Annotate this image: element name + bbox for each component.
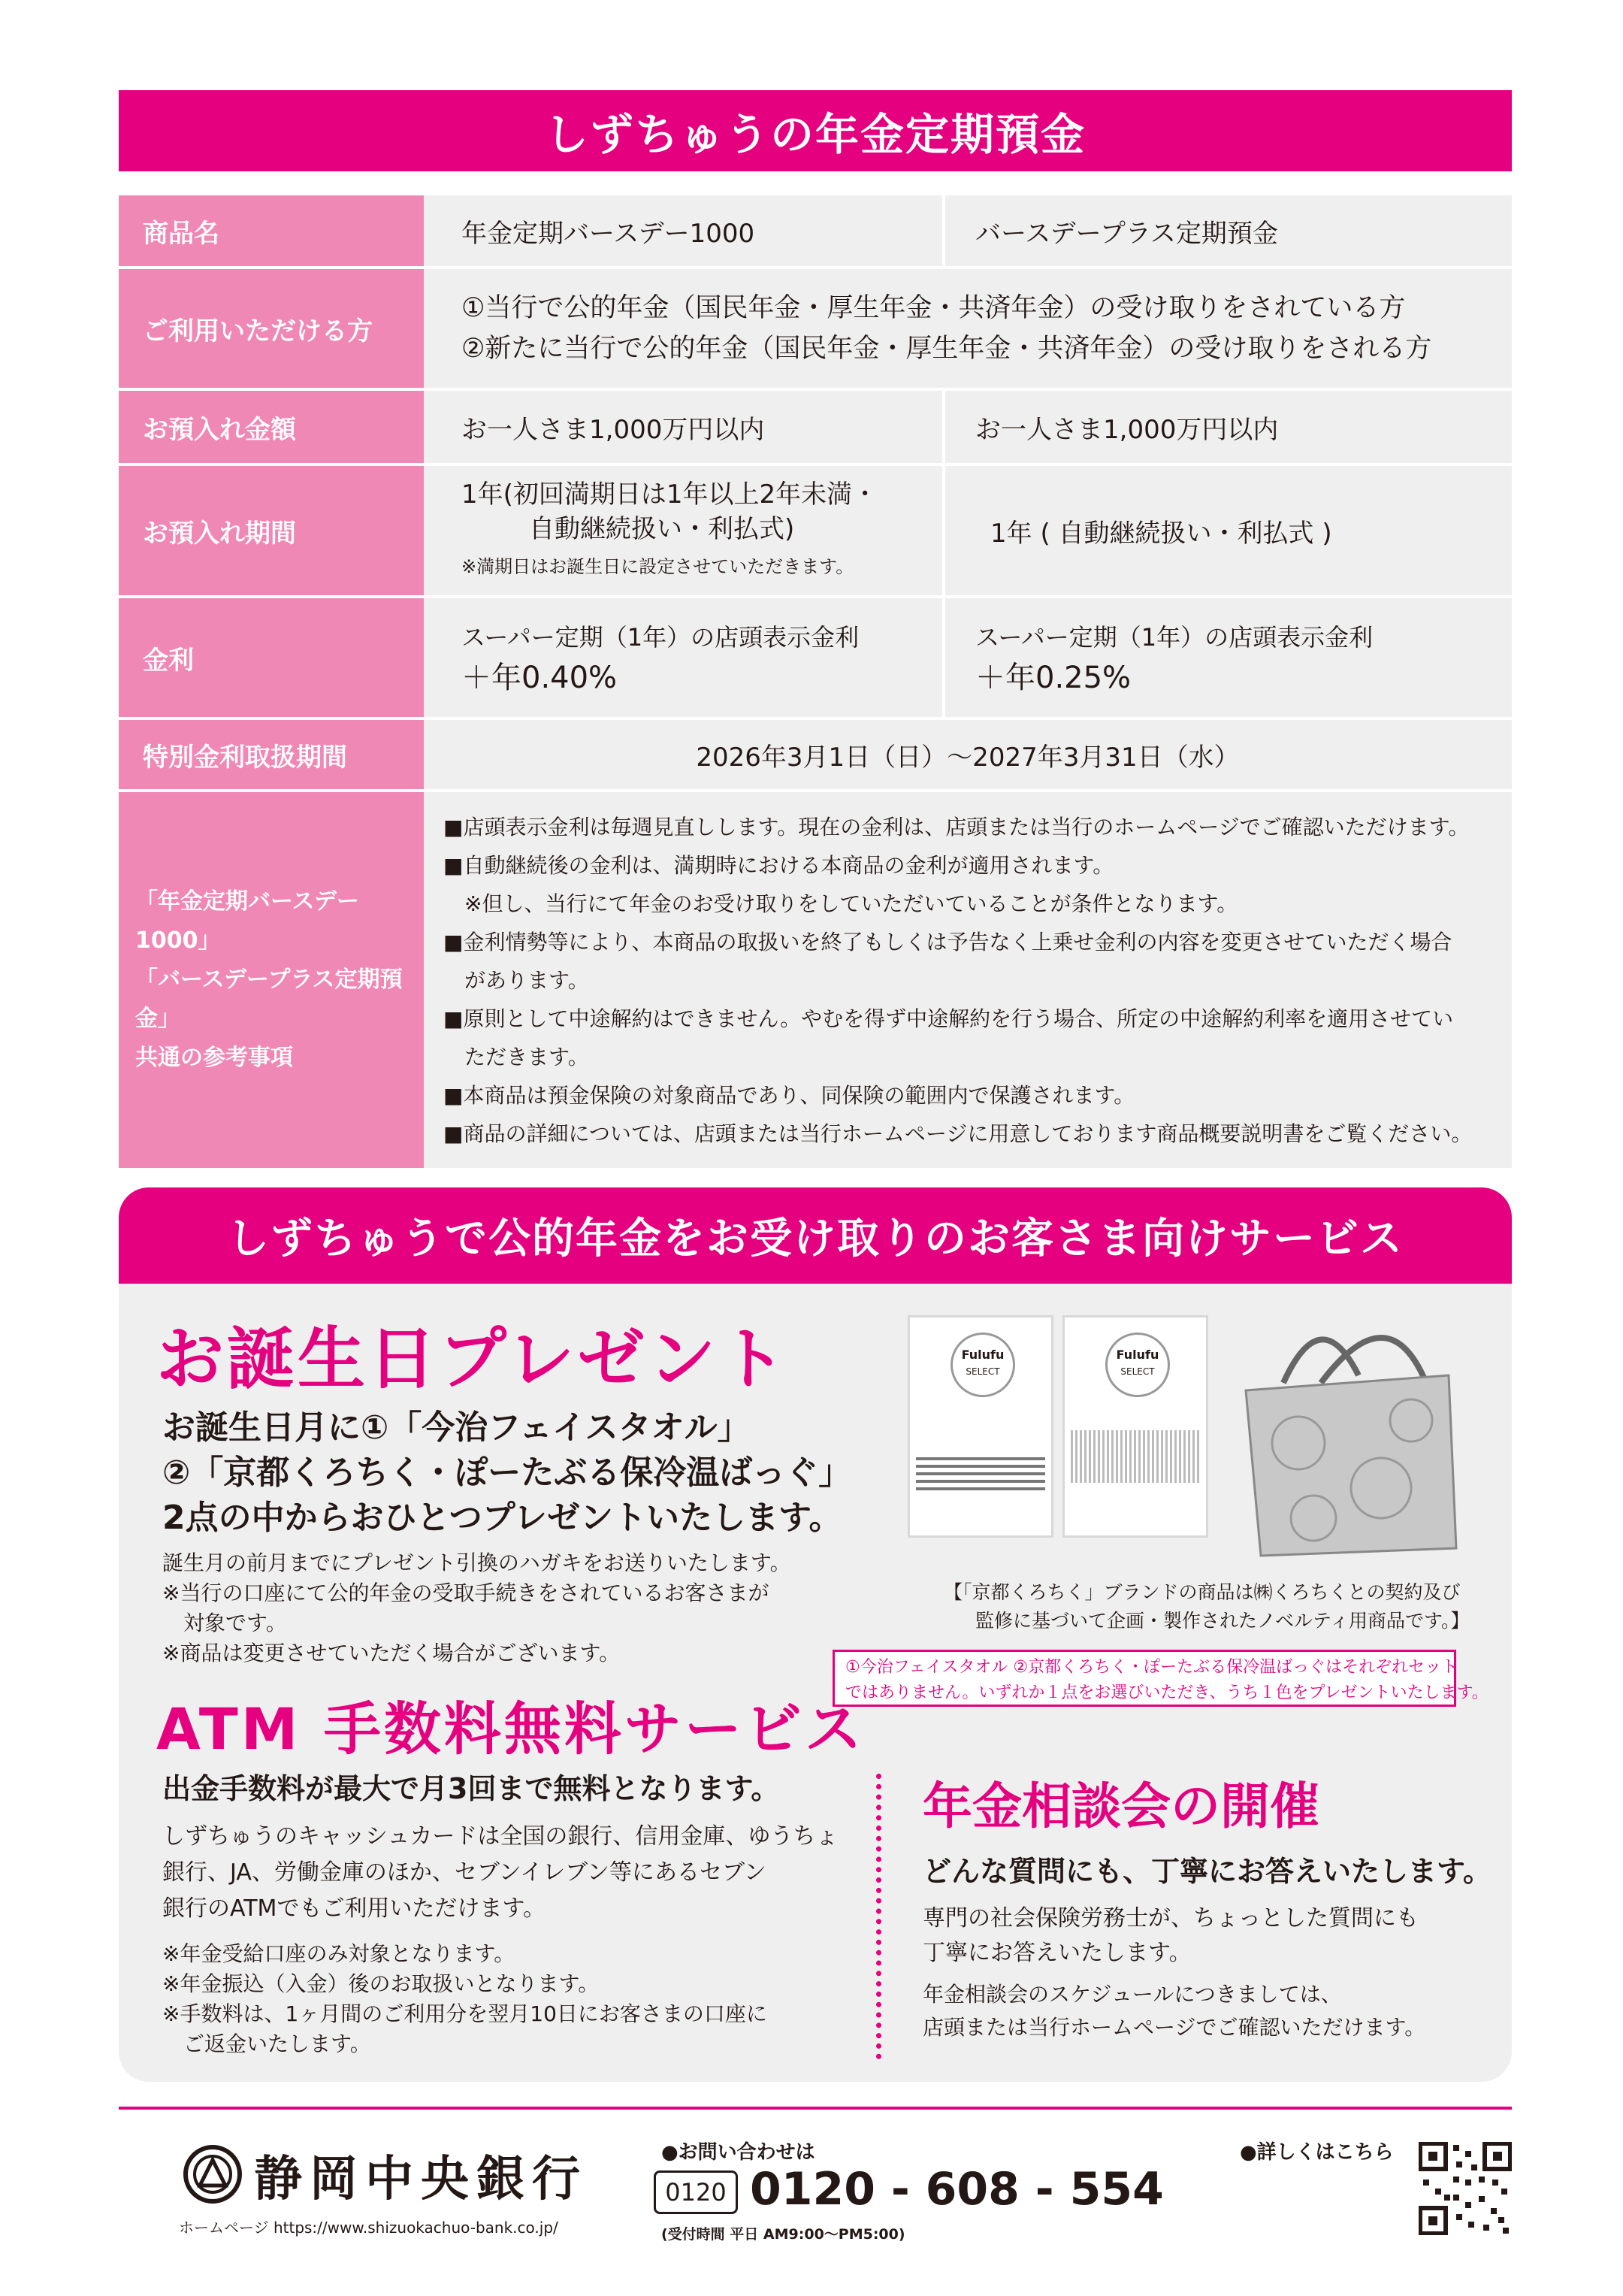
consultation-lead: どんな質問にも、丁寧にお答えいたします。 [923, 1855, 1492, 1888]
towel-image-2 [1062, 1315, 1208, 1538]
selection-note-box: ①今治フェイスタオル ②京都くろちく・ぽーたぶる保冷温ばっぐはそれぞれセット ではありません。いずれか１点をお選びいただき、うち１色をプレゼントいたします。 [833, 1650, 1456, 1707]
amount-1: お一人さま1,000万円以内 [424, 391, 945, 463]
contact-label: ●お問い合わせは [661, 2141, 815, 2164]
rate-2: スーパー定期（1年）の店頭表示金利 ＋年0.25% [945, 598, 1512, 717]
novelty-caption: 【「京都くろちく」ブランドの商品は㈱くろちくとの契約及び 監修に基づいて企画・製作されたノベルティ用商品です。】 [944, 1581, 1470, 1632]
table-row [119, 598, 1512, 720]
list-item: ■店頭表示金利は毎週見直しします。現在の金利は、店頭または当行のホームページでご確認いただけます。 [443, 814, 1470, 839]
column-divider [876, 1774, 881, 2059]
table-row [119, 195, 1512, 269]
atm-notes: ※年金受給口座のみ対象となります。 ※年金振込（入金）後のお取扱いとなります。 ※手数料は、1ヶ月間のご利用分を翌月10日にお客さまの口座に ご返金いたします。 [162, 1941, 767, 2056]
consultation-title: 年金相談会の開催 [923, 1777, 1319, 1835]
amount-2: お一人さま1,000万円以内 [945, 391, 1512, 463]
service-panel [119, 1187, 1512, 2082]
period-2: 1年 ( 自動継続扱い・利払式 ) [945, 466, 1512, 595]
birthday-lead: お誕生日月に①「今治フェイスタオル」 ②「京都くろちく・ぽーたぶる保冷温ばっぐ」 2点の中からおひとつプレゼントいたします。 [162, 1408, 852, 1537]
pension-deposit-table [119, 195, 1512, 1168]
atm-service-title: ATM 手数料無料サービス [156, 1696, 865, 1762]
list-item: ■本商品は預金保険の対象商品であり、同保険の範囲内で保護されます。 [443, 1082, 1135, 1108]
tote-bag-image [1231, 1293, 1464, 1563]
list-item: ■金利情勢等により、本商品の取扱いを終了もしくは予告なく上乗せ金利の内容を変更させていただく場合 [443, 929, 1452, 954]
table-row [119, 720, 1512, 792]
qr-code-icon[interactable] [1419, 2142, 1512, 2235]
homepage-link[interactable]: ホームページ https://www.shizuokachuo-bank.co.jp/ [179, 2219, 558, 2237]
eligible-line-1: ①当行で公的年金（国民年金・厚生年金・共済年金）の受け取りをされている方 [461, 293, 1406, 323]
atm-body: しずちゅうのキャッシュカードは全国の銀行、信用金庫、ゆうちょ 銀行、JA、労働金庫のほか、セブンイレブン等にあるセブン 銀行のATMでもご利用いただけます。 [162, 1823, 839, 1922]
towel-image-1 [908, 1315, 1053, 1538]
birthday-present-title: お誕生日プレゼント [156, 1320, 790, 1399]
towel-logo: Fulufu SELECT [1105, 1333, 1170, 1397]
table-row [119, 792, 1512, 1168]
list-item: ※但し、当行にて年金のお受け取りをしていただいていることが条件となります。 [464, 891, 1238, 916]
eligible-line-2: ②新たに当行で公的年金（国民年金・厚生年金・共済年金）の受け取りをされる方 [461, 334, 1432, 364]
section-title: しずちゅうの年金定期預金 [119, 90, 1512, 171]
contact-hours: (受付時間 平日 AM9:00〜PM5:00) [661, 2226, 905, 2243]
atm-lead: 出金手数料が最大で月3回まで無料となります。 [162, 1772, 780, 1805]
notes-list [424, 792, 1512, 1168]
list-item: ■自動継続後の金利は、満期時における本商品の金利が適用されます。 [443, 852, 1114, 878]
list-item: ただきます。 [464, 1044, 589, 1069]
list-item: ■商品の詳細については、店頭または当行ホームページに用意しております商品概要説明書をご覧ください。 [443, 1121, 1473, 1146]
row-header-amount: お預入れ金額 [119, 391, 424, 463]
list-item: があります。 [464, 967, 589, 993]
row-header-product: 商品名 [119, 195, 424, 266]
eligible-cell [424, 269, 1512, 388]
footer-divider [119, 2107, 1512, 2110]
table-row [119, 269, 1512, 391]
rate-1: スーパー定期（1年）の店頭表示金利 ＋年0.40% [424, 598, 945, 717]
row-header-eligible: ご利用いただける方 [119, 269, 424, 388]
table-row [119, 391, 1512, 466]
service-title: しずちゅうで公的年金をお受け取りのお客さま向けサービス [119, 1187, 1512, 1284]
row-header-rate: 金利 [119, 598, 424, 717]
row-header-special: 特別金利取扱期間 [119, 720, 424, 789]
product-2: バースデープラス定期預金 [945, 195, 1512, 266]
bank-name: 静岡中央銀行 [254, 2152, 588, 2207]
towel-logo: Fulufu SELECT [951, 1333, 1015, 1397]
row-header-period: お預入れ期間 [119, 466, 424, 595]
list-item: ■原則として中途解約はできません。やむを得ず中途解約を行う場合、所定の中途解約利率を適用させてい [443, 1006, 1454, 1031]
freedial-icon: 0120 [654, 2170, 738, 2214]
product-1: 年金定期バースデー1000 [424, 195, 945, 266]
period-note: ※満期日はお誕生日に設定させていただきます。 [461, 556, 854, 577]
row-header-notes: 「年金定期バースデー1000」 「バースデープラス定期預金」 共通の参考事項 [119, 792, 424, 1168]
phone-number[interactable]: 0120 - 608 - 554 [750, 2163, 1164, 2216]
details-label: ●詳しくはこちら [1240, 2141, 1394, 2164]
special-period: 2026年3月1日（日）〜2027年3月31日（水） [424, 720, 1512, 789]
period-1: 1年(初回満期日は1年以上2年未満・ 自動継続扱い・利払式) ※満期日はお誕生日に設定させていただきます。 [424, 466, 945, 595]
bank-logo-icon [182, 2143, 243, 2205]
table-row [119, 466, 1512, 598]
birthday-notes: 誕生月の前月までにプレゼント引換のハガキをお送りいたします。 ※当行の口座にて公的年金の受取手続きをされているお客さまが 対象です。 ※商品は変更させていただく場合がございます。 [162, 1550, 791, 1665]
consultation-body: 専門の社会保険労務士が、ちょっとした質問にも 丁寧にお答えいたします。 年金相談会のスケジュールにつきましては、 店頭または当行ホームページでご確認いただけます。 [923, 1905, 1426, 2040]
